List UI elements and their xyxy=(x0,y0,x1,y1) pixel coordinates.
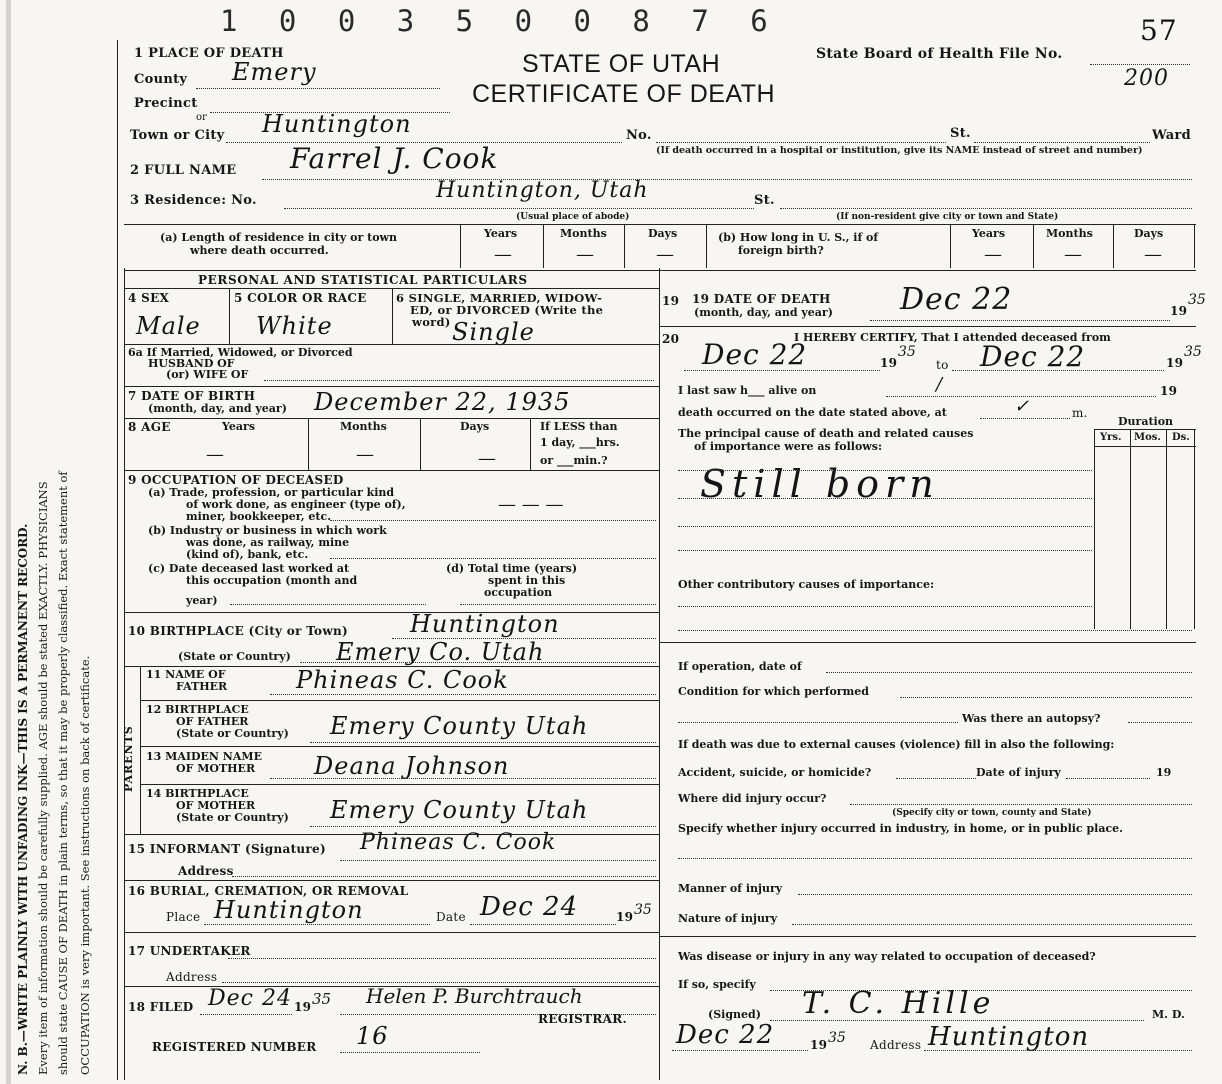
town-label: Town or City xyxy=(130,128,225,143)
burial-label: 16 BURIAL, CREMATION, OR REMOVAL xyxy=(128,884,409,898)
sex-value: Male xyxy=(136,312,201,340)
residence-st-label: St. xyxy=(754,193,775,208)
signed-line xyxy=(770,1020,1144,1021)
county-line xyxy=(196,88,440,89)
len-years-header: Years xyxy=(484,227,518,240)
len-years-value: — xyxy=(494,244,512,265)
occ-a-3: miner, bookkeeper, etc. xyxy=(186,510,332,523)
signed-date-line xyxy=(672,1050,808,1051)
spouse-line xyxy=(264,380,654,381)
autopsy-label: Was there an autopsy? xyxy=(962,712,1101,725)
occ-b-2: was done, as railway, mine xyxy=(186,536,350,549)
residence-st-line xyxy=(780,208,1192,209)
len-col-1 xyxy=(460,224,461,268)
row-rule-14 xyxy=(140,784,659,785)
birthplace-city: Huntington xyxy=(410,610,560,638)
nature-line xyxy=(792,924,1192,925)
occ-d-2: spent in this xyxy=(488,574,566,587)
occ-b-1: (b) Industry or business in which work xyxy=(148,524,387,537)
occ-c-1: (c) Date deceased last worked at xyxy=(148,562,350,575)
contributory-label: Other contributory causes of importance: xyxy=(678,578,935,591)
occ-c-2: this occupation (month and xyxy=(186,574,358,587)
if-so-label: If so, specify xyxy=(678,978,756,991)
margin-note-line-3: should state CAUSE OF DEATH in plain terms, so that it may be properly classified. Exact statement of xyxy=(56,471,70,1075)
signed-label: (Signed) xyxy=(708,1008,761,1021)
foreign-years-header: Years xyxy=(972,227,1006,240)
registrar-label: REGISTRAR. xyxy=(538,1012,628,1026)
residence-label: 3 Residence: No. xyxy=(130,193,257,208)
foreign-days-value: — xyxy=(1144,244,1162,265)
county-label: County xyxy=(134,72,188,87)
signed-year-prefix: 19 xyxy=(810,1038,828,1052)
age-days-value: — xyxy=(478,448,496,469)
foreign-years-value: — xyxy=(984,244,1002,265)
father-bp-line xyxy=(310,742,656,743)
duration-label: Duration xyxy=(1118,415,1174,428)
occ-d-line xyxy=(460,604,656,605)
burial-place-line xyxy=(204,924,430,925)
how-long-a: (b) How long in U. S., if of xyxy=(718,231,879,244)
contributory-line-1 xyxy=(678,606,1092,607)
attended-to-line xyxy=(952,370,1164,371)
place-of-death-label: 1 PLACE OF DEATH xyxy=(134,46,284,61)
occ-a-line xyxy=(330,520,656,521)
spouse-label-2: HUSBAND OF xyxy=(148,357,235,370)
from-year: 35 xyxy=(898,344,916,360)
duration-ds: Ds. xyxy=(1172,432,1190,443)
physician-address-line xyxy=(924,1050,1192,1051)
burial-date-value: Dec 24 xyxy=(480,892,579,922)
burial-date-label: Date xyxy=(436,910,466,924)
m-label: m. xyxy=(1072,406,1088,420)
contributory-line-2 xyxy=(678,630,1192,631)
dod-label-1: 19 DATE OF DEATH xyxy=(692,292,831,306)
county-value: Emery xyxy=(232,58,317,86)
row-rule-20 xyxy=(659,326,1196,327)
length-label-a: (a) Length of residence in city or town xyxy=(160,231,398,244)
attended-to-value: Dec 22 xyxy=(980,340,1086,373)
precinct-label: Precinct xyxy=(134,96,198,111)
length-row-top xyxy=(124,224,1196,225)
parents-label: PARENTS xyxy=(122,725,135,792)
undertaker-label: 17 UNDERTAKER xyxy=(128,944,251,958)
age-years-value: — xyxy=(206,444,224,465)
foreign-col-1 xyxy=(950,224,951,268)
age-days-header: Days xyxy=(460,420,490,433)
filed-year: 35 xyxy=(312,990,332,1008)
row-rule-7 xyxy=(124,386,659,387)
informant-signature: Phineas C. Cook xyxy=(360,830,557,855)
no-label: No. xyxy=(626,128,652,143)
row-rule-6a xyxy=(124,344,659,345)
file-no-line xyxy=(1090,64,1190,65)
duration-col-4 xyxy=(1194,429,1195,629)
st-label: St. xyxy=(950,126,971,141)
full-name-line xyxy=(262,179,1192,180)
mother-bp-value: Emery County Utah xyxy=(330,796,589,824)
informant-line xyxy=(340,860,656,861)
len-months-header: Months xyxy=(560,227,607,240)
birthplace-state: Emery Co. Utah xyxy=(336,638,545,666)
filed-date-line xyxy=(200,1014,292,1015)
signed-date: Dec 22 xyxy=(676,1020,775,1050)
attended-from-line xyxy=(684,370,880,371)
mother-line xyxy=(270,778,656,779)
autopsy-pre-line xyxy=(678,722,958,723)
filed-date: Dec 24 xyxy=(208,986,292,1011)
accident-line xyxy=(896,778,976,779)
st-line xyxy=(974,142,1150,143)
color-value: White xyxy=(256,312,333,340)
hospital-note: (If death occurred in a hospital or institution, give its NAME instead of street and number) xyxy=(656,145,1143,156)
inner-left-border xyxy=(124,268,125,1080)
len-days-value: — xyxy=(656,244,674,265)
occupation-value: — — — xyxy=(498,494,564,515)
center-divider xyxy=(659,268,660,1080)
marital-label-2: ED, or DIVORCED (Write the xyxy=(410,303,604,317)
dod-num: 19 xyxy=(662,294,680,308)
occupation-label: 9 OCCUPATION OF DECEASED xyxy=(128,473,344,487)
state-title: STATE OF UTAH xyxy=(522,50,721,78)
marital-label-1: 6 SINGLE, MARRIED, WIDOW- xyxy=(396,291,603,305)
row-rule-10 xyxy=(124,612,659,613)
certify-text: I HEREBY CERTIFY, That I attended deceased from xyxy=(794,331,1111,344)
attended-from-value: Dec 22 xyxy=(702,338,808,371)
cause-line-1 xyxy=(678,470,1092,471)
where-label: Where did injury occur? xyxy=(678,792,827,805)
physician-address: Huntington xyxy=(928,1022,1090,1052)
row-rule-operation xyxy=(659,642,1196,643)
operation-label: If operation, date of xyxy=(678,660,802,673)
age-less-3: or ___min.? xyxy=(540,454,608,467)
informant-label: 15 INFORMANT (Signature) xyxy=(128,842,326,856)
mother-value: Deana Johnson xyxy=(314,752,510,780)
occ-c-line xyxy=(230,604,426,605)
operation-line xyxy=(826,672,1192,673)
death-occurred-value: ✓ xyxy=(1014,396,1030,417)
autopsy-line xyxy=(1128,722,1192,723)
row-rule-occ-related xyxy=(659,936,1196,937)
file-no-value: 200 xyxy=(1124,66,1169,91)
registered-number-value: 16 xyxy=(356,1022,389,1050)
last-saw-label: I last saw h___ alive on xyxy=(678,384,817,397)
filed-year-prefix: 19 xyxy=(294,1000,312,1014)
physician-signature: T. C. Hille xyxy=(802,986,995,1021)
age-months-header: Months xyxy=(340,420,387,433)
condition-line xyxy=(900,697,1192,698)
father-value: Phineas C. Cook xyxy=(296,666,509,694)
marital-value: Single xyxy=(452,318,535,346)
age-years-header: Years xyxy=(222,420,256,433)
dod-line xyxy=(870,320,1170,321)
personal-section-title: PERSONAL AND STATISTICAL PARTICULARS xyxy=(198,273,528,287)
duration-mos: Mos. xyxy=(1134,432,1161,443)
informant-address-label: Address xyxy=(178,864,234,878)
duration-col-1 xyxy=(1094,429,1095,629)
foreign-months-value: — xyxy=(1064,244,1082,265)
accident-label: Accident, suicide, or homicide? xyxy=(678,766,872,779)
dob-label-2: (month, day, and year) xyxy=(148,402,287,415)
duration-top-rule xyxy=(1094,429,1196,430)
residence-line xyxy=(284,208,754,209)
occ-b-line xyxy=(330,558,656,559)
specify-line xyxy=(678,858,1192,859)
margin-note-line-4: OCCUPATION is very important. See instructions on back of certificate. xyxy=(78,655,92,1075)
where-note: (Specify city or town, county and State) xyxy=(892,808,1092,818)
last-saw-19: 19 xyxy=(1160,384,1178,398)
duration-col-3 xyxy=(1166,429,1167,629)
nonresident-note: (If non-resident give city or town and State) xyxy=(836,212,1059,222)
manner-label: Manner of injury xyxy=(678,882,783,895)
occ-c-3: year) xyxy=(186,594,218,607)
len-months-value: — xyxy=(576,244,594,265)
mother-bp-label-2: OF MOTHER xyxy=(176,799,256,812)
father-label-1: 11 NAME OF xyxy=(146,668,226,681)
father-bp-label-3: (State or Country) xyxy=(176,727,289,740)
signed-year: 35 xyxy=(828,1030,846,1046)
undertaker-address-label: Address xyxy=(166,970,218,984)
margin-note-permanent-record: N. B.—WRITE PLAINLY WITH UNFADING INK—THIS IS A PERMANENT RECORD. xyxy=(16,523,30,1075)
undertaker-line xyxy=(228,958,656,959)
condition-label: Condition for which performed xyxy=(678,685,869,698)
dod-year: 35 xyxy=(1188,292,1206,308)
dob-value: December 22, 1935 xyxy=(314,388,571,416)
informant-address-line xyxy=(232,876,656,877)
age-col-3 xyxy=(530,418,531,470)
cause-line-2 xyxy=(678,498,1092,499)
cause-label-2: of importance were as follows: xyxy=(694,440,882,453)
foreign-col-4 xyxy=(1194,224,1195,268)
occ-a-2: of work done, as engineer (type of), xyxy=(186,498,406,511)
nature-label: Nature of injury xyxy=(678,912,778,925)
age-col-2 xyxy=(420,418,421,470)
or-label: or xyxy=(196,112,207,123)
residence-value: Huntington, Utah xyxy=(436,178,649,203)
burial-date-line xyxy=(470,924,616,925)
sex-col-div xyxy=(229,288,230,344)
occupation-related-label: Was disease or injury in any way related to occupation of deceased? xyxy=(678,950,1096,963)
ward-label: Ward xyxy=(1152,128,1192,143)
form-left-border xyxy=(117,40,118,1080)
to-label: to xyxy=(936,358,949,372)
row-rule-12 xyxy=(140,700,659,701)
spouse-label-1: 6a If Married, Widowed, or Divorced xyxy=(128,346,353,359)
dob-label-1: 7 DATE OF BIRTH xyxy=(128,389,256,403)
occ-d-3: occupation xyxy=(484,586,553,599)
mother-bp-label-1: 14 BIRTHPLACE xyxy=(146,787,249,800)
mother-bp-line xyxy=(310,826,656,827)
len-col-2 xyxy=(543,224,544,268)
registered-number-line xyxy=(340,1052,480,1053)
row-rule-16 xyxy=(124,880,659,881)
foreign-days-header: Days xyxy=(1134,227,1164,240)
foreign-col-2 xyxy=(1033,224,1034,268)
cause-label-1: The principal cause of death and related causes xyxy=(678,427,974,440)
birthplace-state-line xyxy=(300,662,656,663)
to-year-prefix: 19 xyxy=(1166,356,1184,370)
father-label-2: FATHER xyxy=(176,680,228,693)
color-label: 5 COLOR OR RACE xyxy=(234,291,367,305)
color-col-div xyxy=(392,288,393,344)
row-rule-9 xyxy=(124,470,659,471)
row-rule-17 xyxy=(124,932,659,933)
full-name-label: 2 FULL NAME xyxy=(130,163,237,178)
marital-label-3: word) xyxy=(412,315,451,329)
length-label-b: where death occurred. xyxy=(190,244,329,257)
scan-edge xyxy=(6,0,11,1084)
certificate-title: CERTIFICATE OF DEATH xyxy=(472,80,776,108)
sex-label: 4 SEX xyxy=(128,291,170,305)
mother-label-2: OF MOTHER xyxy=(176,762,256,775)
town-value: Huntington xyxy=(262,110,412,138)
duration-yrs: Yrs. xyxy=(1100,432,1122,443)
occ-b-3: (kind of), bank, etc. xyxy=(186,548,309,561)
row-rule-8 xyxy=(124,418,659,419)
injury-date-line xyxy=(1066,778,1150,779)
md-label: M. D. xyxy=(1152,1008,1185,1021)
cause-value: Still born xyxy=(700,462,940,506)
corner-number: 57 xyxy=(1140,14,1178,47)
manner-line xyxy=(798,894,1192,895)
duration-header-rule xyxy=(1094,446,1196,447)
stamp-number: 1 0 0 3 5 0 0 8 7 6 xyxy=(220,4,780,38)
burial-year-value: 35 xyxy=(634,902,652,918)
injury-date-label: Date of injury xyxy=(976,766,1061,779)
dod-value: Dec 22 xyxy=(900,282,1013,317)
external-label: If death was due to external causes (violence) fill in also the following: xyxy=(678,738,1115,751)
occ-d-1: (d) Total time (years) xyxy=(446,562,578,575)
burial-year-prefix: 19 xyxy=(616,910,634,924)
parents-col-div xyxy=(140,666,141,834)
mother-label-1: 13 MAIDEN NAME xyxy=(146,750,262,763)
birthplace-state-label: (State or Country) xyxy=(178,650,291,663)
certify-num: 20 xyxy=(662,332,680,346)
father-bp-label-1: 12 BIRTHPLACE xyxy=(146,703,249,716)
burial-place-value: Huntington xyxy=(214,896,364,924)
len-col-3 xyxy=(624,224,625,268)
dod-year-prefix: 19 xyxy=(1170,304,1188,318)
margin-note-line-2: Every item of information should be carefully supplied. AGE should be stated EXACTLY. PHYSICIANS xyxy=(36,481,50,1075)
filed-label: 18 FILED xyxy=(128,1000,194,1014)
birthplace-label: 10 BIRTHPLACE (City or Town) xyxy=(128,624,348,638)
father-bp-label-2: OF FATHER xyxy=(176,715,249,728)
father-bp-value: Emery County Utah xyxy=(330,712,589,740)
death-occurred-line xyxy=(980,418,1070,419)
age-months-value: — xyxy=(356,444,374,465)
from-year-prefix: 19 xyxy=(880,356,898,370)
last-saw-value: / xyxy=(936,374,943,395)
specify-label: Specify whether injury occurred in industry, in home, or in public place. xyxy=(678,822,1123,835)
to-year: 35 xyxy=(1184,344,1202,360)
burial-place-label: Place xyxy=(166,910,201,924)
spouse-label-3: (or) WIFE OF xyxy=(166,368,249,381)
abode-note: (Usual place of abode) xyxy=(516,212,630,222)
dod-label-2: (month, day, and year) xyxy=(694,306,833,319)
no-line xyxy=(656,142,946,143)
registrar-signature: Helen P. Burchtrauch xyxy=(366,984,583,1008)
where-line xyxy=(850,804,1192,805)
cause-line-4 xyxy=(678,550,1092,551)
cause-line-3 xyxy=(678,526,1092,527)
father-line xyxy=(270,694,656,695)
duration-col-2 xyxy=(1130,429,1131,629)
registered-number-label: REGISTERED NUMBER xyxy=(152,1040,317,1054)
physician-address-label: Address xyxy=(870,1038,922,1052)
section-top-rule xyxy=(124,270,1196,271)
undertaker-address-line xyxy=(222,982,656,983)
age-less-1: If LESS than xyxy=(540,420,618,433)
len-col-4 xyxy=(706,224,707,268)
file-no-label: State Board of Health File No. xyxy=(816,46,1063,62)
age-col-1 xyxy=(308,418,309,470)
injury-19: 19 xyxy=(1156,766,1172,779)
full-name-value: Farrel J. Cook xyxy=(290,142,499,175)
age-label: 8 AGE xyxy=(128,420,171,434)
row-rule-13 xyxy=(140,746,659,747)
age-less-2: 1 day, ___hrs. xyxy=(540,436,620,449)
death-occurred-label: death occurred on the date stated above, at xyxy=(678,406,947,419)
mother-bp-label-3: (State or Country) xyxy=(176,811,289,824)
occ-a-1: (a) Trade, profession, or particular kind xyxy=(148,486,395,499)
foreign-months-header: Months xyxy=(1046,227,1093,240)
foreign-col-3 xyxy=(1113,224,1114,268)
how-long-b: foreign birth? xyxy=(738,244,824,257)
len-days-header: Days xyxy=(648,227,678,240)
